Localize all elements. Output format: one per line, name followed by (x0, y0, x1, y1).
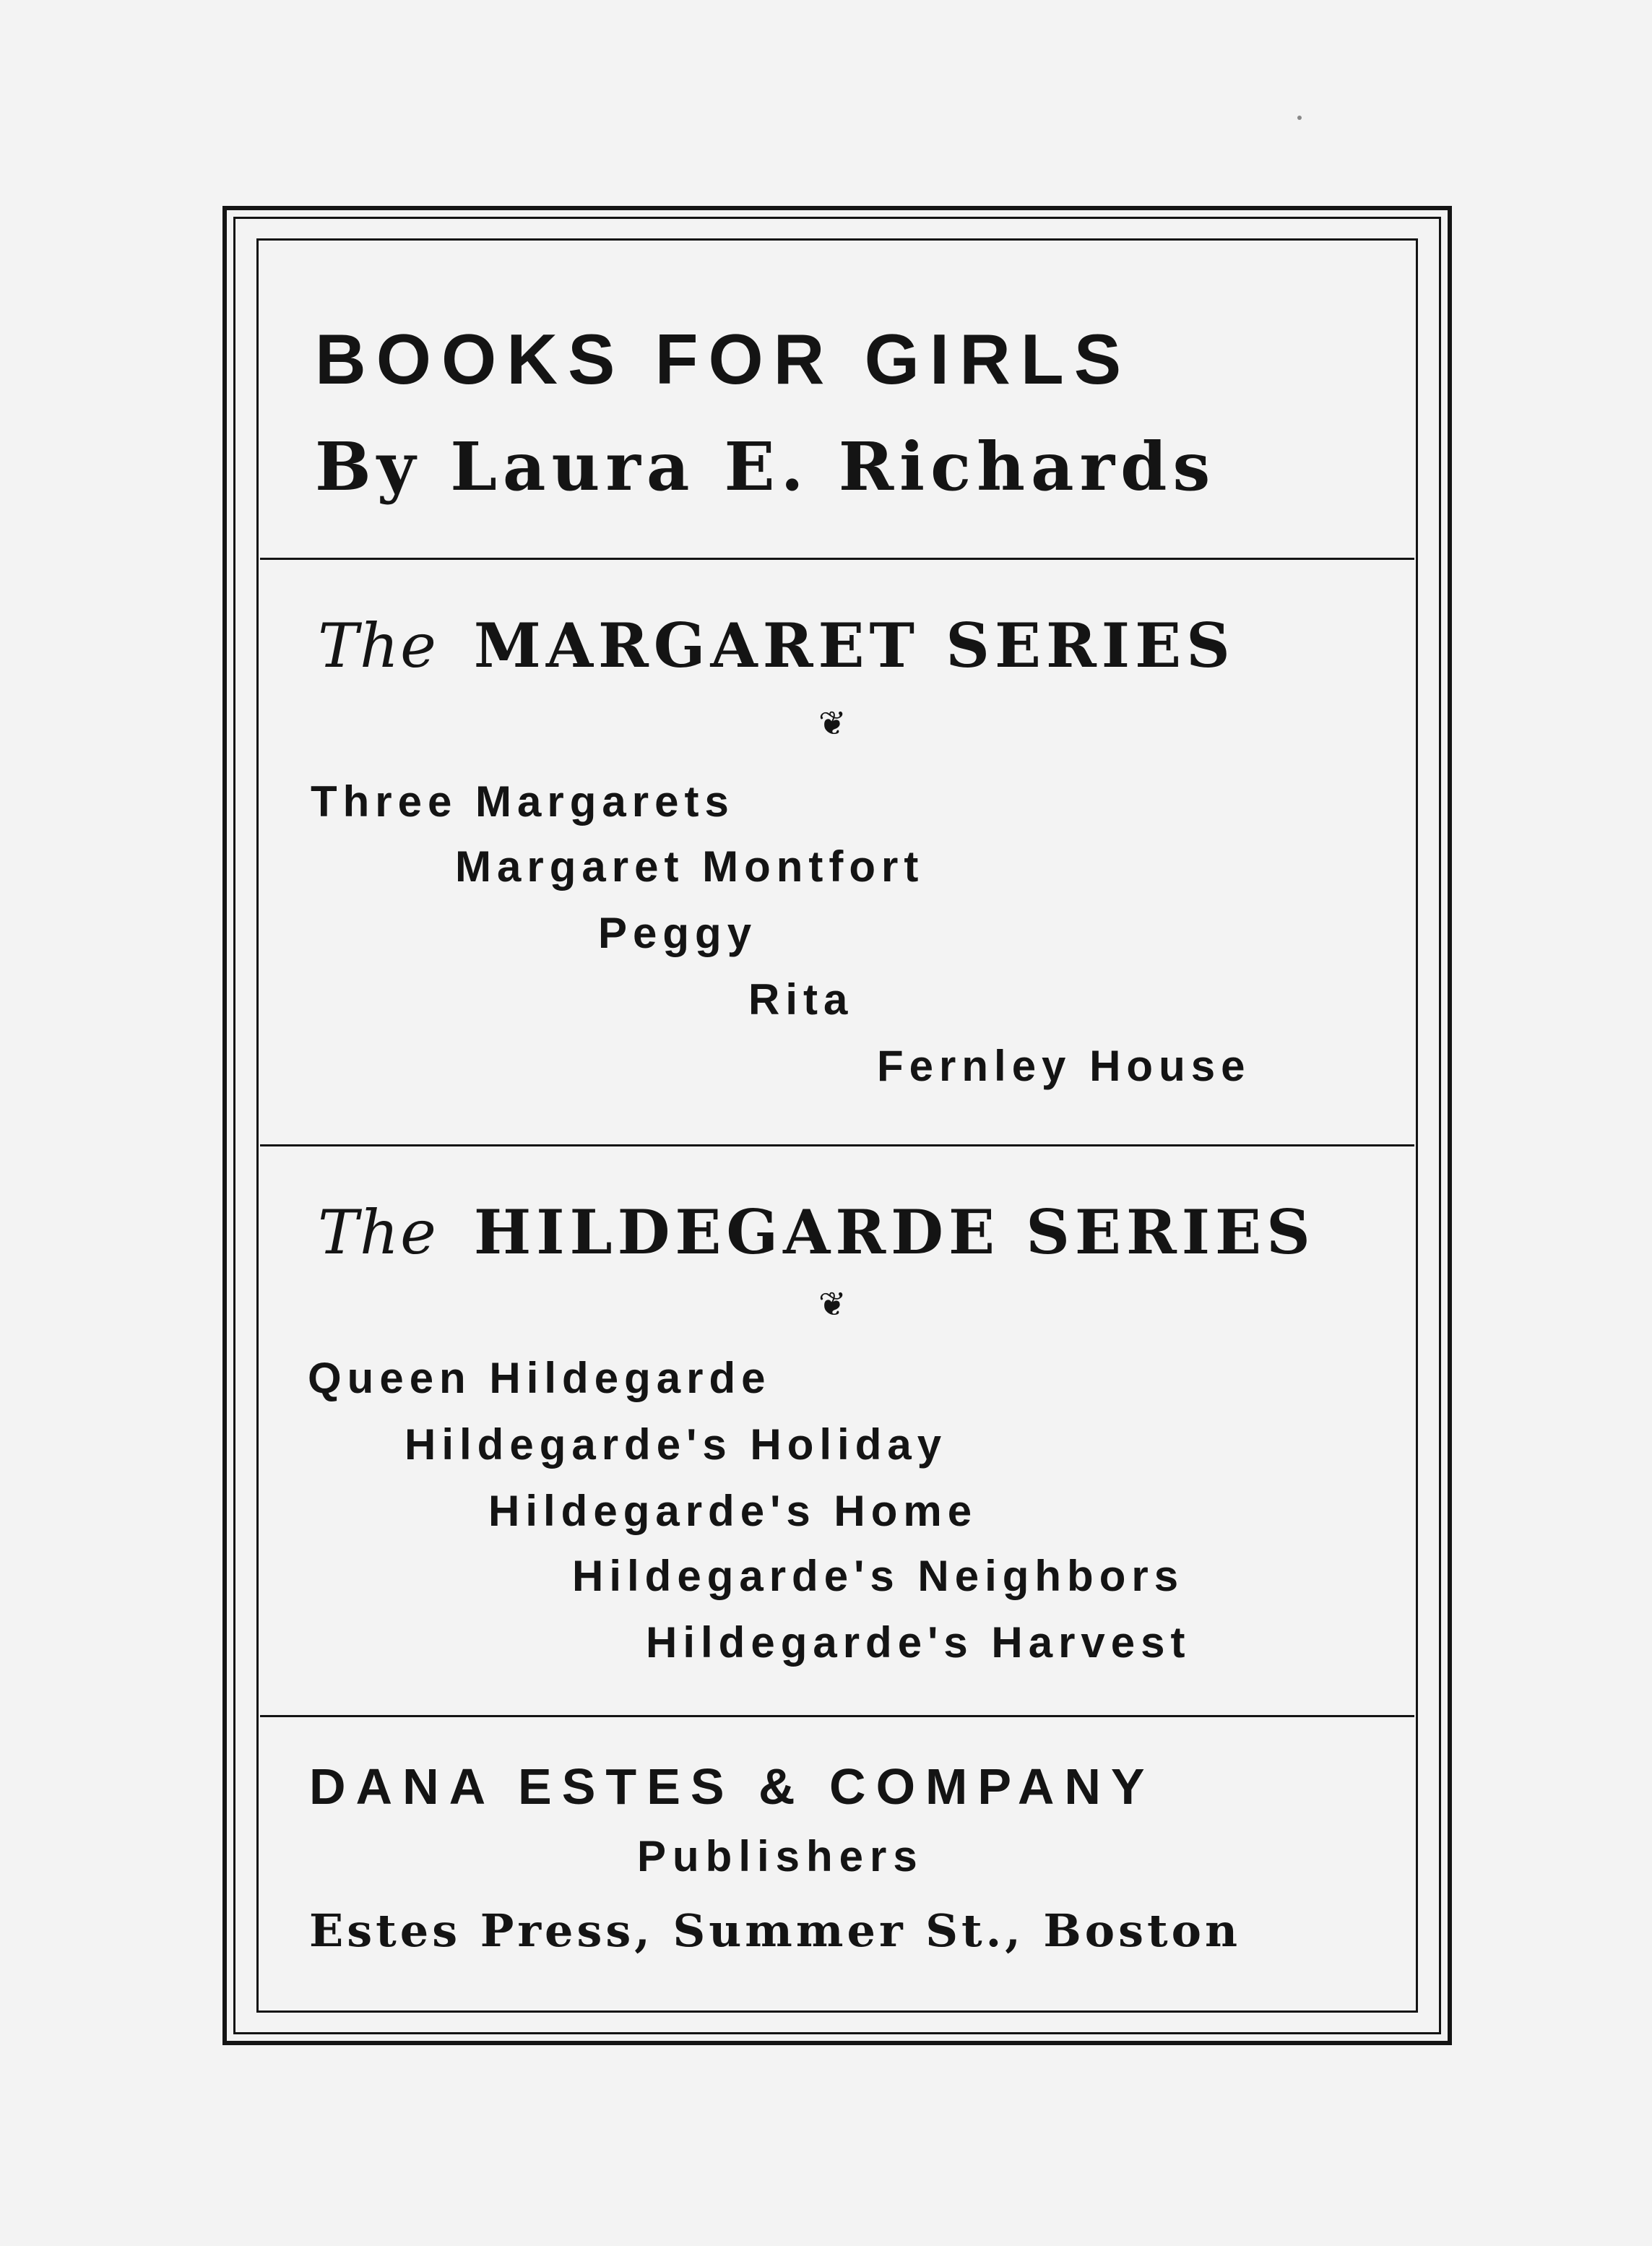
book-title: Queen Hildegarde (308, 1354, 771, 1402)
divider-2 (260, 1144, 1414, 1146)
book-title: Fernley House (877, 1042, 1251, 1090)
publisher-address: Estes Press, Summer St., Boston (309, 1904, 1242, 1957)
hildegarde-series-name: HILDEGARDE SERIES (473, 1196, 1315, 1268)
paper-speck (1297, 116, 1302, 120)
divider-3 (260, 1715, 1414, 1717)
book-title: Hildegarde's Holiday (405, 1420, 948, 1469)
publisher-role: Publishers (637, 1832, 924, 1880)
hildegarde-series-heading (318, 1196, 1315, 1268)
author-line: By Laura E. Richards (315, 428, 1216, 506)
margaret-series-name: MARGARET SERIES (473, 610, 1235, 681)
margaret-series-article: The (318, 610, 438, 681)
hildegarde-series-article: The (318, 1197, 438, 1268)
fleuron-icon: ❦ (818, 1284, 847, 1323)
page-title: BOOKS FOR GIRLS (315, 319, 1132, 399)
book-title: Rita (748, 975, 854, 1024)
margaret-series-heading (318, 610, 1235, 681)
publisher-name: DANA ESTES & COMPANY (309, 1758, 1155, 1815)
book-title: Hildegarde's Harvest (646, 1618, 1191, 1667)
book-title: Peggy (598, 909, 758, 957)
fleuron-icon: ❦ (818, 704, 847, 743)
divider-1 (260, 558, 1414, 560)
book-title: Three Margarets (311, 777, 735, 826)
book-title: Margaret Montfort (455, 842, 925, 891)
book-title: Hildegarde's Home (488, 1487, 978, 1535)
book-title: Hildegarde's Neighbors (572, 1552, 1185, 1600)
